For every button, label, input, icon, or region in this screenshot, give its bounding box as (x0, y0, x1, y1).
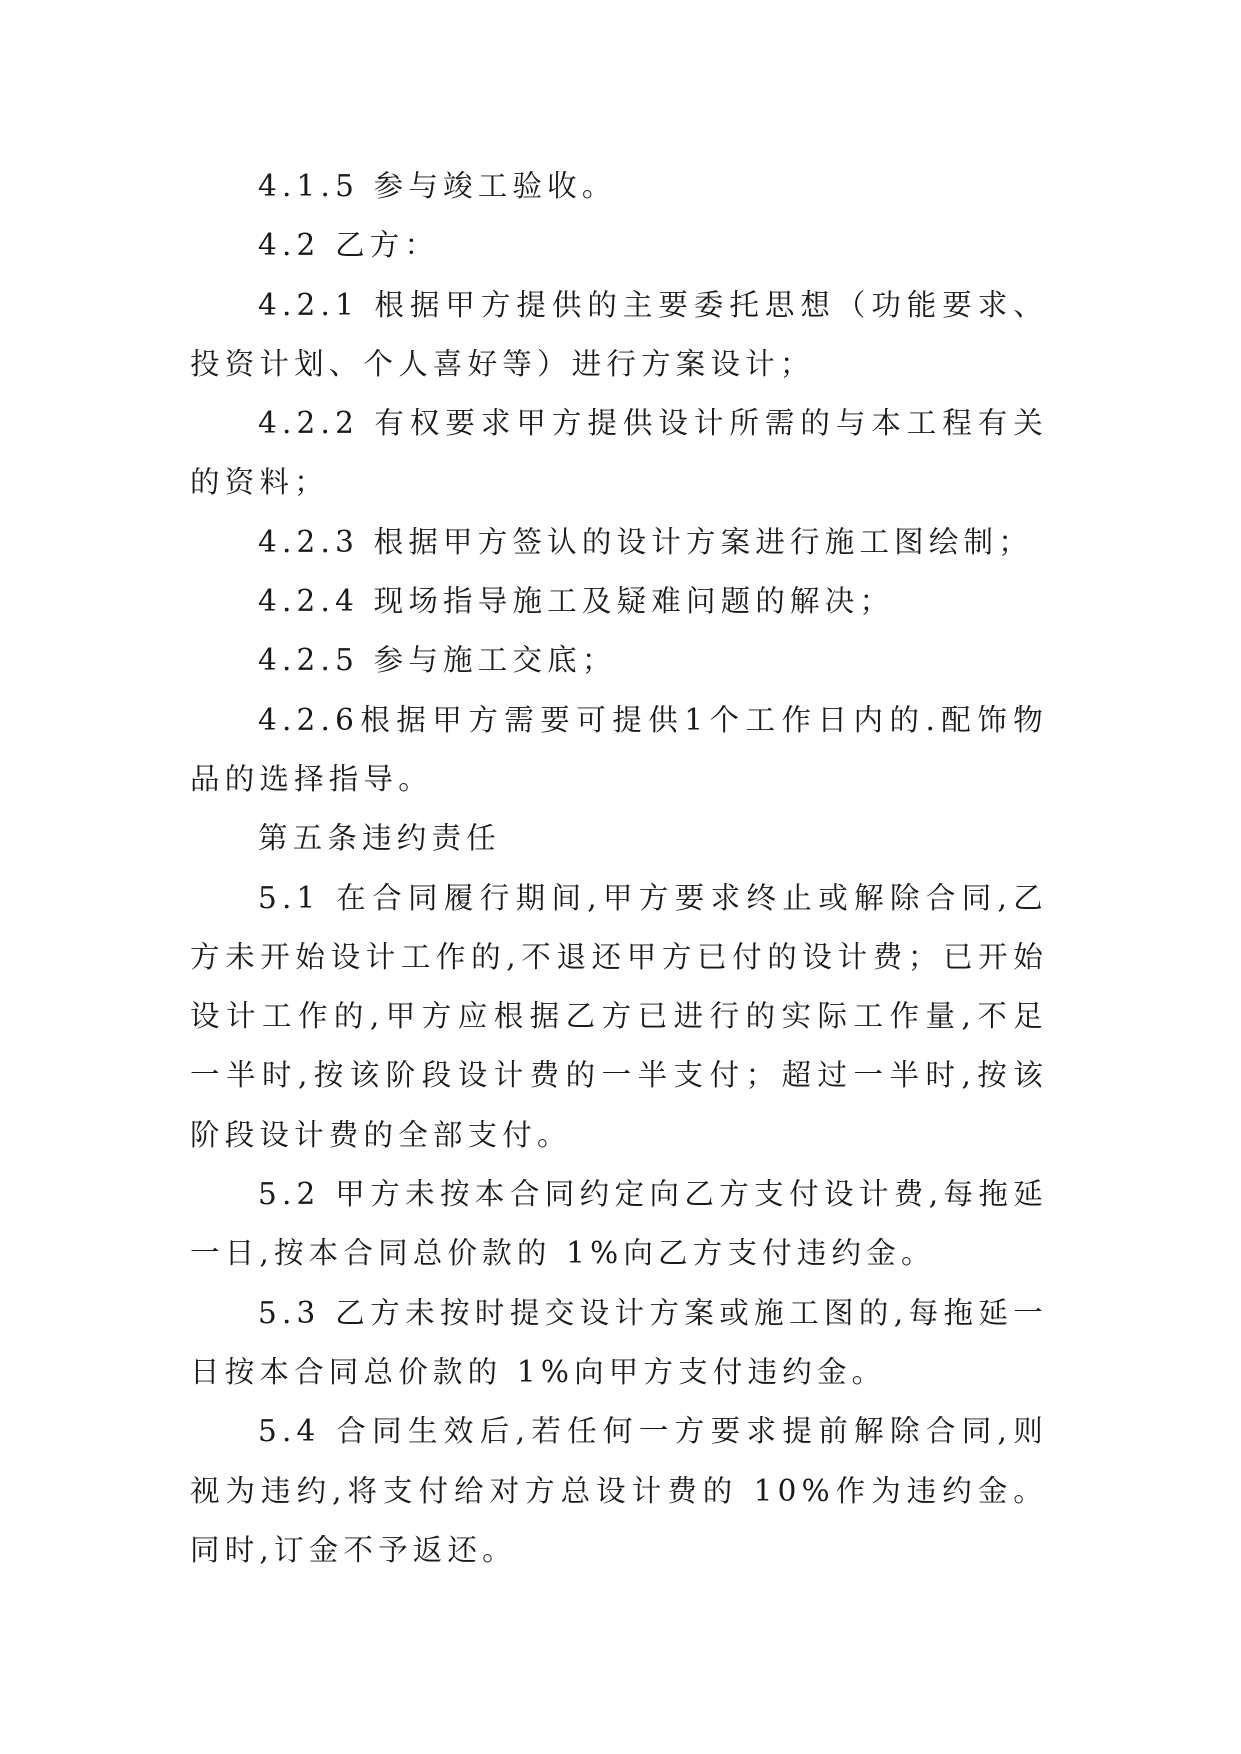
clause-5-2: 5.2 甲方未按本合同约定向乙方支付设计费,每拖延一日,按本合同总价款的 1%向乙方支付违约金。 (190, 1177, 1048, 1271)
clause-4-2-2: 4.2.2 有权要求甲方提供设计所需的与本工程有关的资料； (190, 406, 1048, 500)
clause-4-2-3: 4.2.3 根据甲方签认的设计方案进行施工图绘制； (258, 524, 1033, 559)
clause-5-4: 5.4 合同生效后,若任何一方要求提前解除合同,则视为违约,将支付给对方总设计费的 10%作为违约金。同时,订金不予返还。 (190, 1414, 1048, 1567)
article-5-heading: 第五条违约责任 (258, 821, 501, 856)
clause-4-2-4: 4.2.4 现场指导施工及疑难问题的解决； (258, 584, 895, 619)
clause-4-1-5: 4.1.5 参与竣工验收。 (258, 169, 617, 203)
clause-4-2-1: 4.2.1 根据甲方提供的主要委托思想（功能要求、投资计划、个人喜好等）进行方案设计； (190, 287, 1048, 381)
clause-4-2-heading: 4.2 乙方： (258, 228, 440, 263)
clause-5-3: 5.3 乙方未按时提交设计方案或施工图的,每拖延一日按本合同总价款的 1%向甲方支付违约金。 (190, 1295, 1048, 1389)
document-body (190, 157, 1048, 1580)
clause-4-2-5: 4.2.5 参与施工交底； (258, 643, 617, 678)
clause-5-1: 5.1 在合同履行期间,甲方要求终止或解除合同,乙方未开始设计工作的,不退还甲方已付的设计费；已开始设计工作的,甲方应根据乙方已进行的实际工作量,不足一半时,按该阶段设计费的一半支付；超过一半时,按该阶段设计费的全部支付。 (190, 880, 1048, 1152)
clause-4-2-6: 4.2.6根据甲方需要可提供1个工作日内的.配饰物品的选择指导。 (190, 702, 1048, 796)
